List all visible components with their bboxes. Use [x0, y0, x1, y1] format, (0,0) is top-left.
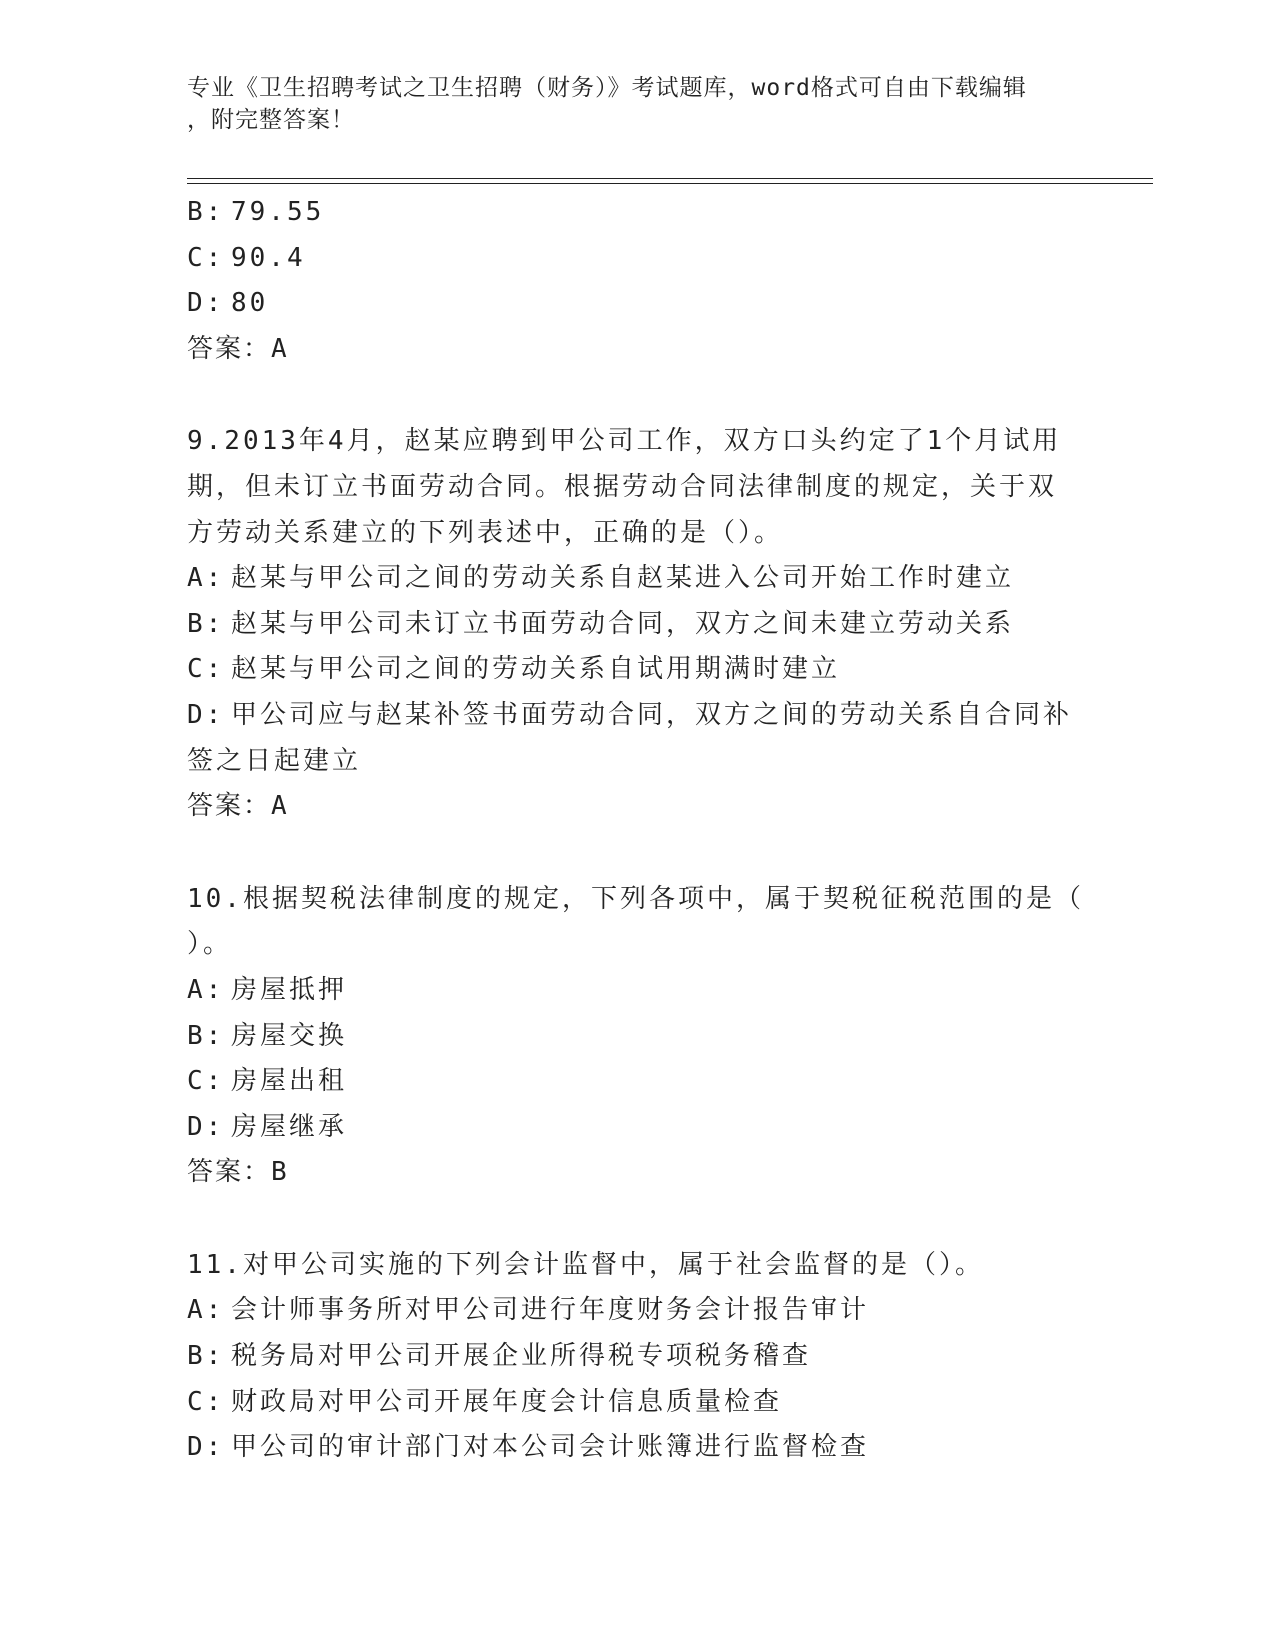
option-a: A: 会计师事务所对甲公司进行年度财务会计报告审计: [187, 1295, 870, 1326]
document-content: [187, 190, 1087, 1471]
option-b: B: 赵某与甲公司未订立书面劳动合同，双方之间未建立劳动关系: [187, 608, 1015, 639]
header-rule-bottom: [187, 183, 1153, 184]
option-c: C: 赵某与甲公司之间的劳动关系自试用期满时建立: [187, 654, 841, 685]
option-a: A: 房屋抵押: [187, 974, 348, 1005]
option-d: D: 甲公司的审计部门对本公司会计账簿进行监督检查: [187, 1432, 870, 1463]
option-c: C: 财政局对甲公司开展年度会计信息质量检查: [187, 1386, 783, 1417]
option-d-continued: 签之日起建立: [187, 745, 362, 776]
stem-line: 9.2013年4月，赵某应聘到甲公司工作，双方口头约定了1个月试用: [187, 426, 1062, 457]
stem-line: 10.根据契税法律制度的规定，下列各项中，属于契税征税范围的是（: [187, 883, 1084, 914]
answer: 答案：A: [187, 333, 289, 364]
option-b: B: 79.55: [187, 197, 325, 227]
option-b: B: 税务局对甲公司开展企业所得税专项税务稽查: [187, 1341, 812, 1372]
option-c: C: 90.4: [187, 242, 306, 273]
answer: 答案：B: [187, 1157, 289, 1188]
page-header: 专业《卫生招聘考试之卫生招聘（财务）》考试题库，word格式可自由下载编辑 ，附完整答案！: [187, 75, 1027, 133]
option-d: D: 80: [187, 288, 269, 319]
option-c: C: 房屋出租: [187, 1066, 348, 1097]
stem-line: 11.对甲公司实施的下列会计监督中，属于社会监督的是（）。: [187, 1249, 984, 1280]
question-9-stem: [187, 419, 1087, 556]
option-d: D: 房屋继承: [187, 1111, 348, 1142]
option-a: A: 赵某与甲公司之间的劳动关系自赵某进入公司开始工作时建立: [187, 563, 1015, 594]
stem-line: ）。: [187, 929, 233, 960]
question-10-stem: [187, 877, 1087, 968]
option-d: D: 甲公司应与赵某补签书面劳动合同，双方之间的劳动关系自合同补: [187, 699, 1073, 730]
question-11-stem: [187, 1243, 1087, 1289]
option-b: B: 房屋交换: [187, 1020, 348, 1051]
stem-line: 方劳动关系建立的下列表述中，正确的是（）。: [187, 517, 784, 548]
stem-line: 期，但未订立书面劳动合同。根据劳动合同法律制度的规定，关于双: [187, 471, 1058, 502]
answer: 答案：A: [187, 791, 289, 822]
header-rule-top: [187, 178, 1153, 179]
